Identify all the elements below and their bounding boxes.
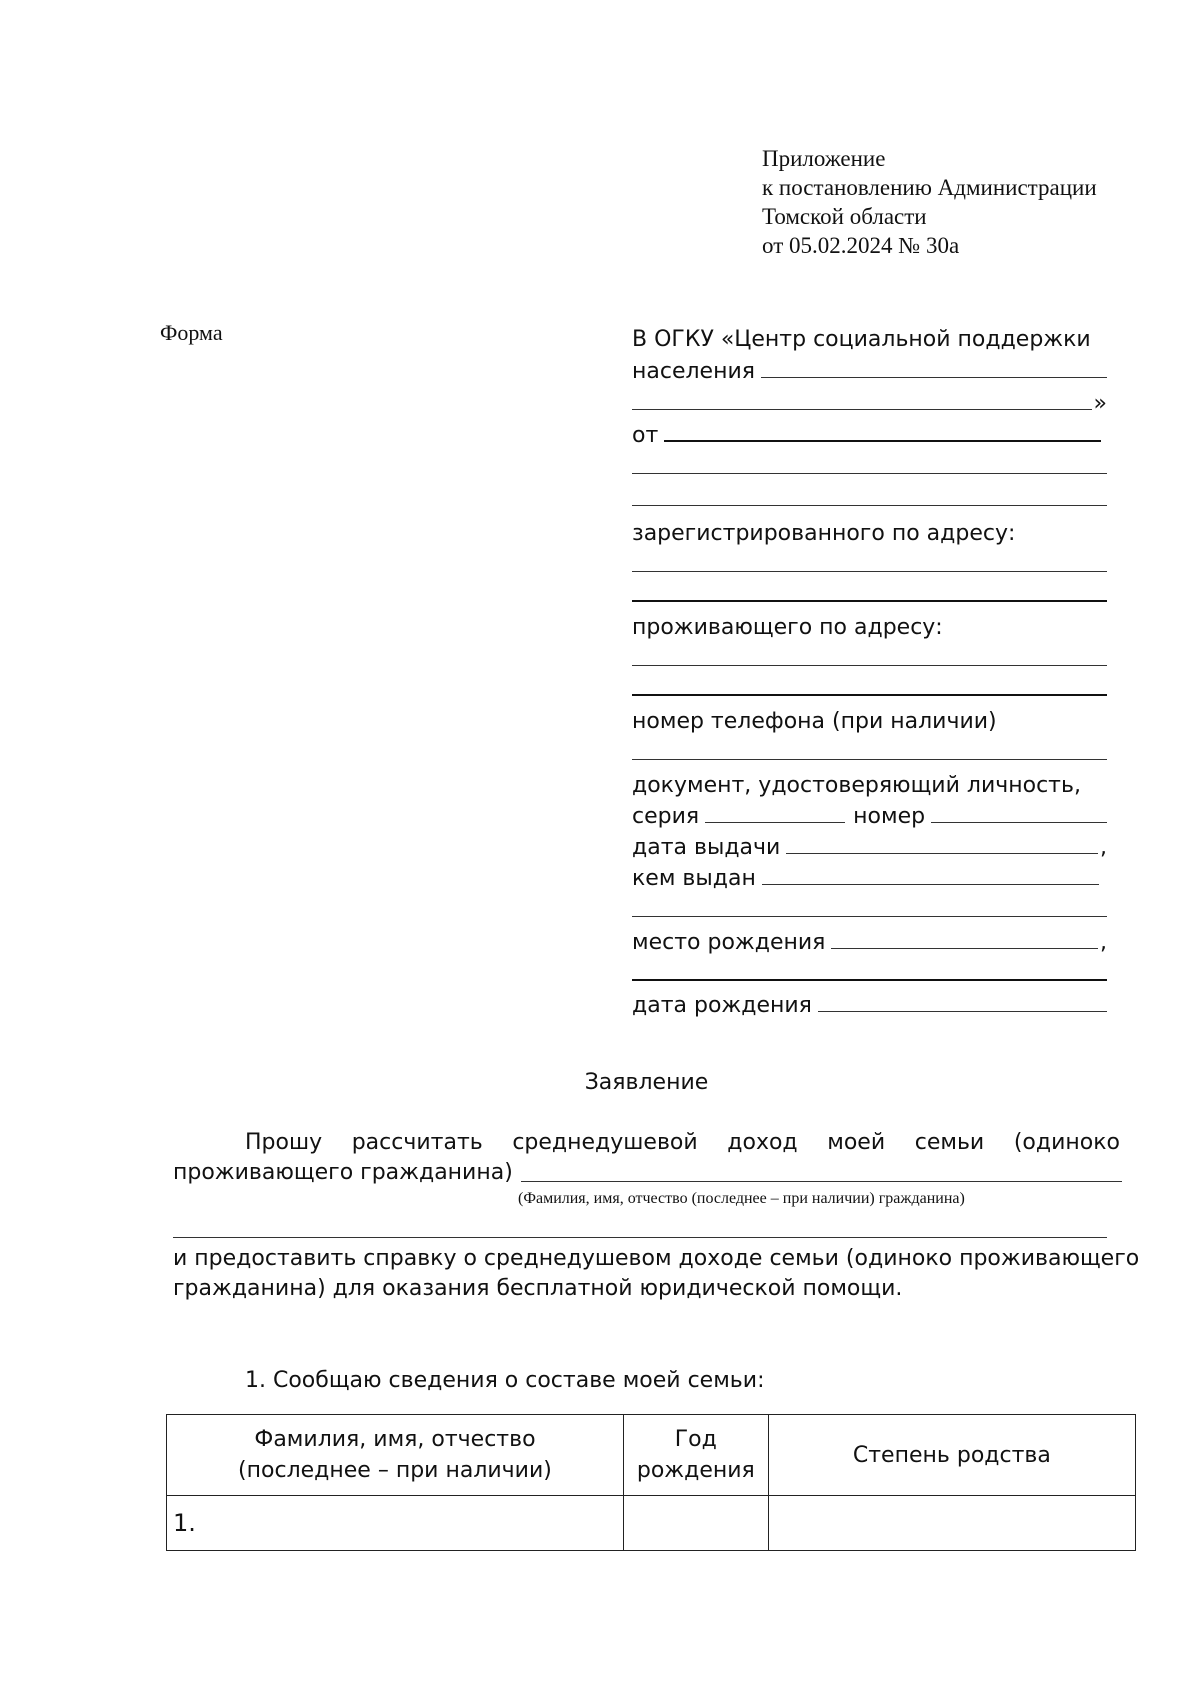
- addressee-org-line: [632, 320, 1107, 352]
- series-field[interactable]: [705, 800, 845, 823]
- addressee-population-label: населения: [632, 359, 756, 384]
- number-label: номер: [853, 804, 926, 829]
- issued-by-label: кем выдан: [632, 866, 756, 891]
- birth-date-line: [632, 986, 1107, 1018]
- from-field-2[interactable]: [632, 451, 1107, 474]
- registered-address-field-1[interactable]: [632, 549, 1107, 572]
- id-doc-label: документ, удостоверяющий личность,: [632, 773, 1081, 798]
- living-address-line-1: [632, 640, 1107, 672]
- family-member-relation-cell[interactable]: [768, 1496, 1135, 1551]
- column-header-name: [167, 1415, 624, 1496]
- phone-line: [632, 702, 1107, 734]
- from-line-2: [632, 448, 1107, 480]
- series-label: серия: [632, 804, 700, 829]
- family-section-heading: 1. Сообщаю сведения о составе моей семьи:: [245, 1368, 765, 1393]
- citizen-name-field[interactable]: [521, 1159, 1122, 1182]
- statement-line-4: гражданина) для оказания бесплатной юридической помощи.: [173, 1276, 903, 1301]
- issue-date-line: [632, 828, 1107, 860]
- statement-word: моей: [827, 1130, 886, 1155]
- statement-word: (одиноко: [1013, 1130, 1120, 1155]
- issued-by-field[interactable]: [762, 862, 1099, 885]
- appendix-date-number: от 05.02.2024 № 30а: [762, 233, 960, 258]
- birth-place-label: место рождения: [632, 930, 826, 955]
- issued-by-line-2: [632, 891, 1107, 923]
- column-header-year: [623, 1415, 768, 1496]
- org-name-field[interactable]: [632, 387, 1092, 410]
- statement-line-3-text: и предоставить справку о среднедушевом доходе семьи (одиноко проживающего: [173, 1246, 1140, 1271]
- statement-line-3: [173, 1244, 1140, 1274]
- phone-field-line: [632, 734, 1107, 766]
- issue-date-comma: ,: [1100, 835, 1107, 860]
- column-header-year-line-2: рождения: [636, 1458, 755, 1483]
- column-header-name-line-1: Фамилия, имя, отчество: [254, 1427, 536, 1452]
- from-label: от: [632, 423, 659, 448]
- number-field[interactable]: [931, 800, 1107, 823]
- phone-field[interactable]: [632, 737, 1107, 760]
- registered-line: [632, 514, 1107, 546]
- issued-by-field-2[interactable]: [632, 894, 1107, 917]
- issue-date-field[interactable]: [786, 831, 1098, 854]
- column-header-relation: Степень родства: [768, 1415, 1135, 1496]
- birth-date-label: дата рождения: [632, 993, 812, 1018]
- phone-label: номер телефона (при наличии): [632, 709, 997, 734]
- addressee-org-name-line: [632, 384, 1107, 416]
- appendix-title: Приложение: [762, 146, 886, 171]
- statement-word: среднедушевой: [512, 1130, 698, 1155]
- citizen-label: проживающего гражданина): [173, 1160, 513, 1185]
- addressee-org-label: В ОГКУ «Центр социальной поддержки: [632, 327, 1091, 352]
- appendix-resolution: к постановлению Администрации: [762, 175, 1097, 200]
- statement-line-1: [173, 1128, 1120, 1158]
- citizen-name-field-2[interactable]: [173, 1237, 1107, 1238]
- column-header-year-line-1: Год: [674, 1427, 717, 1452]
- appendix-block: [762, 144, 1097, 260]
- family-table-header: [167, 1415, 1136, 1496]
- living-label: проживающего по адресу:: [632, 615, 943, 640]
- living-address-line-2: [632, 670, 1107, 702]
- statement-title: Заявление: [584, 1070, 709, 1095]
- registered-address-line-1: [632, 546, 1107, 578]
- appendix-region: Томской области: [762, 204, 927, 229]
- statement-word: доход: [727, 1130, 798, 1155]
- close-quote: »: [1093, 391, 1107, 416]
- registered-address-line-2: [632, 576, 1107, 608]
- from-line-3: [632, 480, 1107, 512]
- from-field[interactable]: [664, 418, 1101, 442]
- birth-place-field-2[interactable]: [632, 957, 1107, 981]
- column-header-name-line-2: (последнее – при наличии): [238, 1458, 552, 1483]
- living-address-field-2[interactable]: [632, 672, 1107, 696]
- birth-place-line-2: [632, 955, 1107, 987]
- series-number-line: [632, 797, 1107, 829]
- from-field-3[interactable]: [632, 483, 1107, 506]
- family-member-name-cell[interactable]: 1.: [167, 1496, 624, 1551]
- birth-date-field[interactable]: [818, 989, 1107, 1012]
- statement-word: Прошу: [245, 1130, 323, 1155]
- family-member-year-cell[interactable]: [623, 1496, 768, 1551]
- birth-place-field[interactable]: [831, 926, 1098, 949]
- family-table: [166, 1414, 1136, 1551]
- from-line: [632, 416, 1107, 448]
- living-line: [632, 608, 1107, 640]
- addressee-population-line: [632, 352, 1107, 384]
- registered-label: зарегистрированного по адресу:: [632, 521, 1016, 546]
- statement-purpose: [173, 1244, 1140, 1304]
- statement-word: семьи: [914, 1130, 985, 1155]
- birth-place-line: [632, 923, 1107, 955]
- birth-place-comma: ,: [1100, 930, 1107, 955]
- form-label: Форма: [160, 320, 223, 345]
- id-doc-line: [632, 766, 1107, 798]
- table-row: [167, 1496, 1136, 1551]
- citizen-name-hint: (Фамилия, имя, отчество (последнее – при наличии) гражданина): [518, 1190, 965, 1207]
- registered-address-field-2[interactable]: [632, 578, 1107, 602]
- population-field[interactable]: [761, 355, 1107, 378]
- statement-request: [173, 1128, 1120, 1188]
- statement-word: рассчитать: [351, 1130, 483, 1155]
- issue-date-label: дата выдачи: [632, 835, 781, 860]
- living-address-field-1[interactable]: [632, 643, 1107, 666]
- statement-line-2: [173, 1158, 1122, 1188]
- issued-by-line: [632, 859, 1107, 891]
